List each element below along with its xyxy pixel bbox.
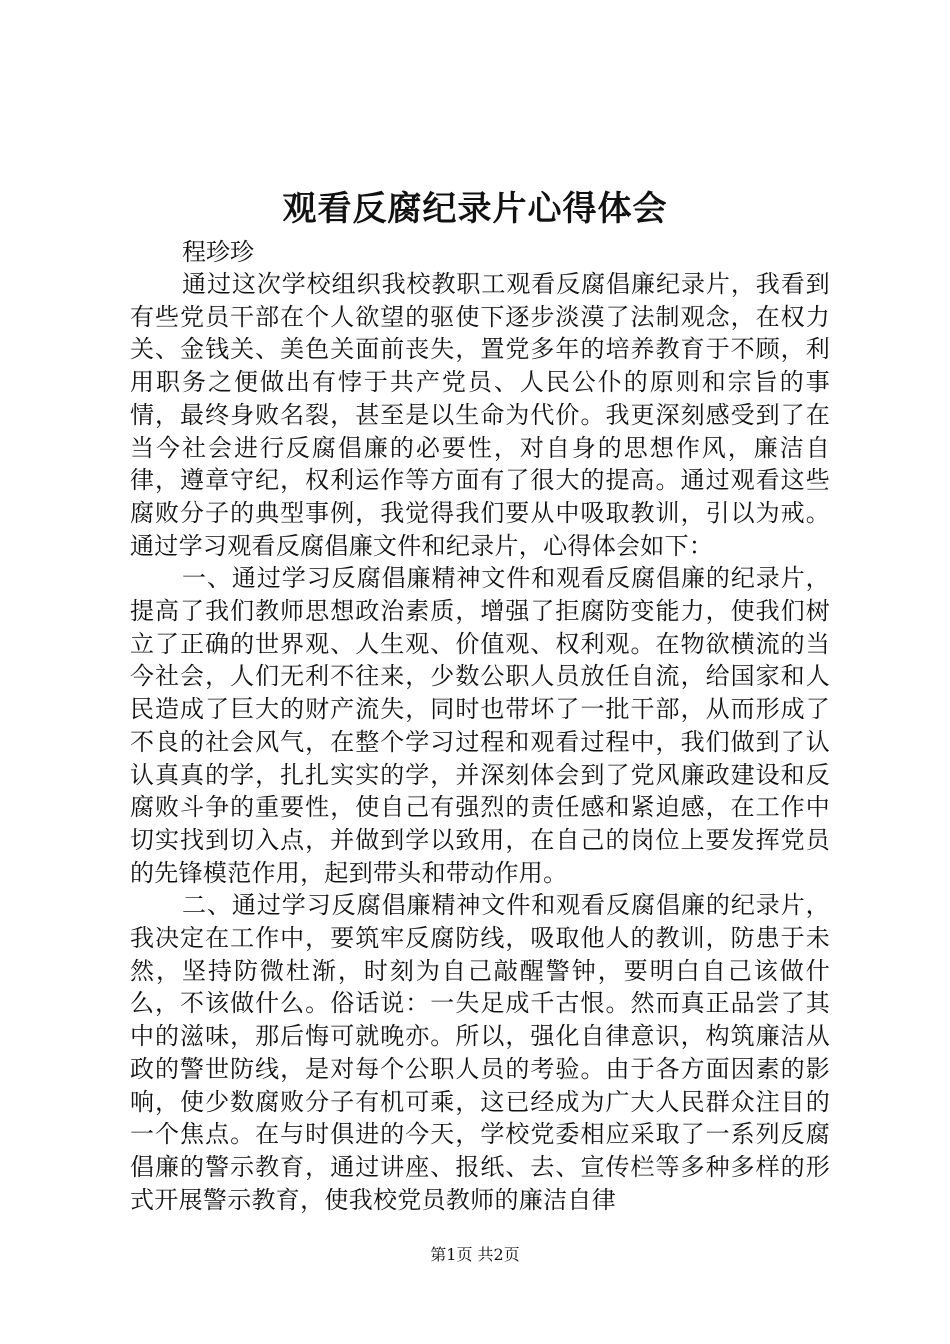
document-body bbox=[130, 268, 830, 1216]
author-name: 程珍珍 bbox=[182, 238, 254, 266]
paragraph-point-one: 一、通过学习反腐倡廉精神文件和观看反腐倡廉的纪录片，提高了我们教师思想政治素质，增强了拒腐防变能力，使我们树立了正确的世界观、人生观、价值观、权利观。在物欲横流的当今社会，人们无利不往来，少数公职人员放任自流，给国家和人民造成了巨大的财产流失，同时也带坏了一批干部，从而形成了不良的社会风气，在整个学习过程和观看过程中，我们做到了认认真真的学，扎扎实实的学，并深刻体会到了党风廉政建设和反腐败斗争的重要性，使自己有强烈的责任感和紧迫感，在工作中切实找到切入点，并做到学以致用，在自己的岗位上要发挥党员的先锋模范作用，起到带头和带动作用。 bbox=[130, 564, 830, 887]
paragraph-point-two: 二、通过学习反腐倡廉精神文件和观看反腐倡廉的纪录片，我决定在工作中，要筑牢反腐防线，吸取他人的教训，防患于未然，坚持防微杜渐，时刻为自己敲醒警钟，要明白自己该做什么，不该做什么。俗话说：一失足成千古恨。然而真正品尝了其中的滋味，那后悔可就晚亦。所以，强化自律意识，构筑廉洁从政的警世防线，是对每个公职人员的考验。由于各方面因素的影响，使少数腐败分子有机可乘，这已经成为广大人民群众注目的一个焦点。在与时俱进的今天，学校党委相应采取了一系列反腐倡廉的警示教育，通过讲座、报纸、去、宣传栏等多种多样的形式开展警示教育，使我校党员教师的廉洁自律 bbox=[130, 891, 830, 1214]
paragraph-intro: 通过这次学校组织我校教职工观看反腐倡廉纪录片，我看到有些党员干部在个人欲望的驱使下逐步淡漠了法制观念，在权力关、金钱关、美色关面前丧失，置党多年的培养教育于不顾，利用职务之便做出有悖于共产党员、人民公仆的原则和宗旨的事情，最终身败名裂，甚至是以生命为代价。我更深刻感受到了在当今社会进行反腐倡廉的必要性，对自身的思想作风，廉洁自律，遵章守纪，权利运作等方面有了很大的提高。通过观看这些腐败分子的典型事例，我觉得我们要从中吸取教训，引以为戒。通过学习观看反腐倡廉文件和纪录片，心得体会如下： bbox=[130, 270, 830, 560]
page-footer: 第1页 共2页 bbox=[430, 1245, 520, 1264]
document-title: 观看反腐纪录片心得体会 bbox=[282, 189, 668, 229]
